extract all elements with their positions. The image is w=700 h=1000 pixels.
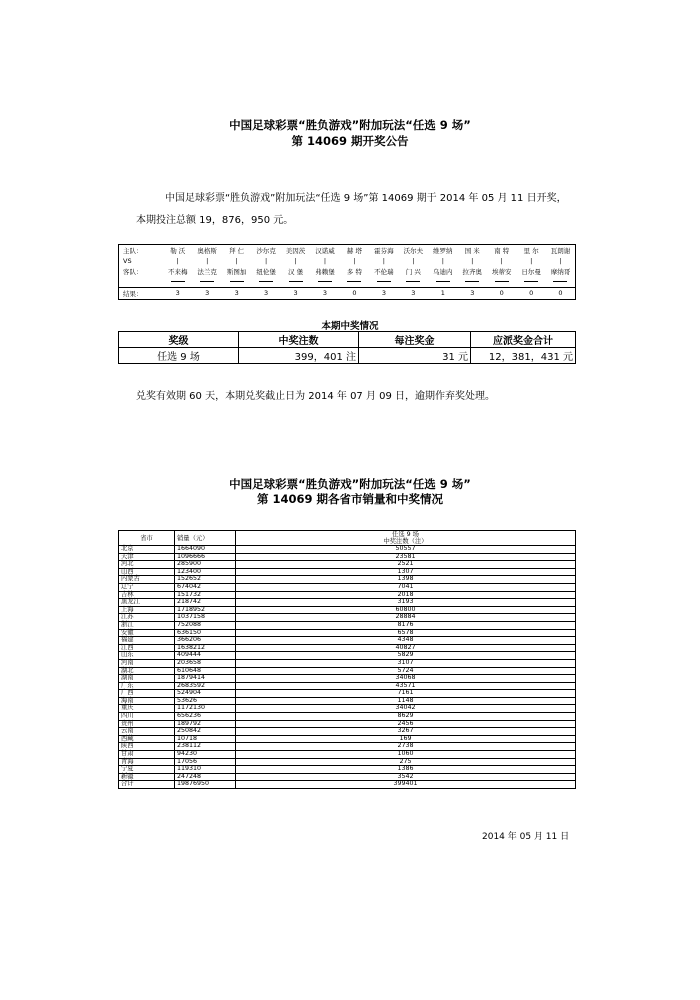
away-team: 摩纳哥 — [546, 266, 576, 277]
province-name: 四川 — [119, 713, 175, 721]
vs-label: VS — [119, 256, 164, 267]
province-name: 福建 — [119, 637, 175, 645]
away-team: 乌迪内 — [433, 267, 453, 276]
province-winners: 23581 — [236, 553, 576, 561]
prize-header-row — [119, 332, 576, 348]
match-result: 3 — [281, 288, 310, 300]
province-sales: 674042 — [175, 583, 236, 591]
separator-line — [230, 281, 244, 282]
prize-total: 12，381，431 元 — [471, 348, 576, 364]
separator — [340, 277, 369, 288]
province-sales: 94230 — [175, 751, 236, 759]
vs-row — [119, 256, 576, 267]
match-result: 1 — [428, 288, 457, 300]
province-winners: 8176 — [236, 621, 576, 629]
province-name: 河北 — [119, 561, 175, 569]
announcement-title: 中国足球彩票“胜负游戏”附加玩法“任选 9 场” — [229, 118, 471, 132]
province-name: 辽宁 — [119, 583, 175, 591]
province-winners: 34042 — [236, 705, 576, 713]
province-sales: 152652 — [175, 576, 236, 584]
province-name: 湖南 — [119, 675, 175, 683]
separator-line — [553, 281, 567, 282]
province-winners: 43571 — [236, 682, 576, 690]
province-name: 陕西 — [119, 743, 175, 751]
province-winners: 2521 — [236, 561, 576, 569]
separator — [163, 277, 192, 288]
province-name: 河南 — [119, 659, 175, 667]
home-team-row — [119, 245, 576, 256]
away-team: 纽伦堡 — [256, 267, 276, 276]
province-sales: 1037158 — [175, 614, 236, 622]
province-winners: 60800 — [236, 606, 576, 614]
province-name: 重庆 — [119, 705, 175, 713]
province-sales: 1664090 — [175, 546, 236, 554]
province-winners: 3542 — [236, 773, 576, 781]
province-row — [119, 621, 576, 629]
vs-bar: | — [264, 256, 268, 265]
vs-marker — [428, 256, 457, 267]
province-winners: 275 — [236, 758, 576, 766]
province-winners: 5829 — [236, 652, 576, 660]
match-result: 0 — [516, 288, 545, 300]
home-team: 瓦朗谢 — [546, 245, 576, 256]
intro-line-1: 中国足球彩票“胜负游戏”附加玩法“任选 9 场”第 14069 期于 2014 年 05 月 11 日开奖， — [165, 193, 567, 204]
vs-bar: | — [559, 256, 562, 265]
result-row — [119, 288, 576, 300]
vs-marker — [516, 256, 545, 267]
vs-bar: | — [323, 256, 327, 265]
away-team: 日尔曼 — [521, 267, 541, 276]
province-sales: 247248 — [175, 773, 236, 781]
match-result: 3 — [369, 288, 398, 300]
prize-row — [119, 348, 576, 364]
province-sales: 19876950 — [175, 781, 236, 789]
header-game: 任选 9 场 — [392, 531, 419, 538]
province-name: 贵州 — [119, 720, 175, 728]
vs-marker — [340, 256, 369, 267]
province-winners: 5724 — [236, 667, 576, 675]
province-sales: 636150 — [175, 629, 236, 637]
province-winners: 3193 — [236, 599, 576, 607]
away-team: 拉齐奥 — [462, 267, 482, 276]
match-result: 3 — [310, 288, 339, 300]
vs-bar: | — [353, 256, 356, 265]
province-winners: 7161 — [236, 690, 576, 698]
separator — [399, 277, 428, 288]
province-name: 西藏 — [119, 735, 175, 743]
province-sales: 2683592 — [175, 682, 236, 690]
province-name: 广东 — [119, 682, 175, 690]
province-winners: 1398 — [236, 576, 576, 584]
province-sales: 119310 — [175, 766, 236, 774]
home-team: 沙尔克 — [251, 245, 280, 256]
prize-table — [118, 331, 576, 364]
province-sales: 409444 — [175, 652, 236, 660]
prize-section-title: 本期中奖情况 — [321, 321, 379, 332]
province-sales: 203658 — [175, 659, 236, 667]
separator-label-cell — [119, 277, 164, 288]
home-team: 沃尔夫 — [399, 245, 428, 256]
away-team: 埃蒂安 — [491, 267, 512, 276]
province-row — [119, 781, 576, 789]
province-sales: 366206 — [175, 637, 236, 645]
prize-header-total: 应派奖金合计 — [471, 332, 576, 348]
province-name: 江西 — [119, 644, 175, 652]
match-result: 0 — [487, 288, 516, 300]
province-row — [119, 583, 576, 591]
province-name: 江苏 — [119, 614, 175, 622]
separator-line — [289, 281, 303, 282]
vs-bar: | — [500, 256, 503, 265]
province-sales: 1096666 — [175, 553, 236, 561]
home-team: 美因茨 — [281, 245, 310, 256]
province-sales: 1638212 — [175, 644, 236, 652]
province-sales: 17056 — [175, 758, 236, 766]
header-province: 省市 — [119, 531, 175, 546]
report-date: 2014 年 05 月 11 日 — [482, 832, 570, 842]
province-name: 宁夏 — [119, 766, 175, 774]
province-winners: 1386 — [236, 766, 576, 774]
province-sales: 1172130 — [175, 705, 236, 713]
separator — [458, 277, 487, 288]
home-team: 里 尔 — [516, 245, 545, 256]
away-team: 多 特 — [346, 267, 362, 276]
province-sales: 123400 — [175, 568, 236, 576]
province-name: 吉林 — [119, 591, 175, 599]
province-winners: 7041 — [236, 583, 576, 591]
header-winners: 中奖注数（注） — [383, 538, 428, 545]
vs-bar: | — [412, 256, 415, 265]
province-name: 海南 — [119, 697, 175, 705]
province-winners: 8629 — [236, 713, 576, 721]
province-name: 青海 — [119, 758, 175, 766]
separator-line — [495, 281, 509, 282]
report-title: 中国足球彩票“胜负游戏”附加玩法“任选 9 场” — [229, 477, 471, 491]
prize-level: 任选 9 场 — [119, 348, 239, 364]
away-team: 门 兴 — [405, 267, 421, 276]
province-name: 安徽 — [119, 629, 175, 637]
province-name: 山西 — [119, 568, 175, 576]
prize-per-bet: 31 元 — [359, 348, 471, 364]
separator-line — [377, 281, 391, 282]
province-row — [119, 546, 576, 554]
separator-row — [119, 277, 576, 288]
separator-line — [171, 281, 185, 282]
separator — [428, 277, 457, 288]
header-sales: 销量（元） — [175, 531, 236, 546]
province-winners: 1307 — [236, 568, 576, 576]
match-result: 3 — [222, 288, 251, 300]
vs-marker — [222, 256, 251, 267]
match-result: 3 — [251, 288, 280, 300]
province-sales: 610648 — [175, 667, 236, 675]
away-team: 不伦瑞 — [374, 267, 394, 276]
away-team: 不来梅 — [167, 267, 188, 276]
vs-bar: | — [530, 256, 533, 265]
report-subtitle: 第 14069 期各省市销量和中奖情况 — [256, 492, 443, 506]
prize-header-count: 中奖注数 — [239, 332, 359, 348]
vs-bar: | — [382, 256, 385, 265]
province-winners: 34068 — [236, 675, 576, 683]
province-winners: 28884 — [236, 614, 576, 622]
vs-marker — [458, 256, 487, 267]
away-team: 弗赖堡 — [315, 267, 335, 276]
province-sales: 151732 — [175, 591, 236, 599]
separator — [369, 277, 398, 288]
province-winners: 50557 — [236, 546, 576, 554]
province-name: 云南 — [119, 728, 175, 736]
province-winners: 3107 — [236, 659, 576, 667]
province-name: 天津 — [119, 553, 175, 561]
province-sales: 189792 — [175, 720, 236, 728]
announcement-subtitle: 第 14069 期开奖公告 — [291, 134, 409, 148]
province-winners: 40827 — [236, 644, 576, 652]
province-sales: 238112 — [175, 743, 236, 751]
province-name: 湖北 — [119, 667, 175, 675]
separator-line — [465, 281, 479, 282]
province-winners: 399401 — [236, 781, 576, 789]
vs-bar: | — [235, 256, 238, 265]
separator-line — [406, 281, 420, 282]
province-winners: 2018 — [236, 591, 576, 599]
province-name: 上海 — [119, 606, 175, 614]
match-result: 3 — [192, 288, 221, 300]
province-winners: 2738 — [236, 743, 576, 751]
province-name: 新疆 — [119, 773, 175, 781]
province-sales: 285900 — [175, 561, 236, 569]
province-row — [119, 751, 576, 759]
match-table — [118, 244, 576, 300]
province-header-row — [119, 531, 576, 546]
separator — [192, 277, 221, 288]
province-name: 广西 — [119, 690, 175, 698]
result-label: 结果： — [119, 288, 164, 300]
province-name: 内蒙古 — [119, 576, 175, 584]
vs-marker — [546, 256, 576, 267]
province-sales: 10718 — [175, 735, 236, 743]
province-winners: 1060 — [236, 751, 576, 759]
province-name: 浙江 — [119, 621, 175, 629]
province-name: 黑龙江 — [119, 599, 175, 607]
redemption-notice: 兑奖有效期 60 天，本期兑奖截止日为 2014 年 07 月 09 日，逾期作弃奖处理。 — [136, 391, 496, 402]
province-name: 合计 — [119, 781, 175, 789]
intro-line-2: 本期投注总额 19，876，950 元。 — [136, 215, 294, 226]
province-sales-table — [118, 530, 576, 789]
away-team: 法兰克 — [197, 267, 217, 276]
separator-line — [347, 281, 361, 282]
province-sales: 656236 — [175, 713, 236, 721]
separator — [546, 277, 576, 288]
prize-header-per-bet: 每注奖金 — [359, 332, 471, 348]
home-team: 霍芬海 — [369, 245, 398, 256]
separator — [516, 277, 545, 288]
province-winners: 3267 — [236, 728, 576, 736]
away-label: 客队： — [119, 266, 164, 277]
separator-line — [524, 281, 538, 282]
province-name: 北京 — [119, 546, 175, 554]
vs-marker — [281, 256, 310, 267]
away-team: 汉 堡 — [288, 267, 304, 276]
home-team: 拜 仁 — [222, 245, 251, 256]
vs-bar: | — [441, 256, 444, 265]
vs-bar: | — [294, 256, 297, 265]
home-team: 赫 塔 — [340, 245, 369, 256]
province-sales: 218742 — [175, 599, 236, 607]
home-team: 奥格斯 — [192, 245, 221, 256]
province-winners: 4348 — [236, 637, 576, 645]
vs-marker — [192, 256, 221, 267]
home-label: 主队： — [119, 245, 164, 256]
province-sales: 752088 — [175, 621, 236, 629]
vs-marker — [369, 256, 398, 267]
province-sales: 1879414 — [175, 675, 236, 683]
prize-header-level: 奖级 — [119, 332, 239, 348]
province-name: 山东 — [119, 652, 175, 660]
separator-line — [200, 281, 214, 282]
separator-line — [259, 281, 273, 282]
separator-line — [318, 281, 332, 282]
province-sales: 524904 — [175, 690, 236, 698]
match-result: 0 — [340, 288, 369, 300]
province-sales: 1718952 — [175, 606, 236, 614]
match-result: 3 — [399, 288, 428, 300]
match-result: 3 — [458, 288, 487, 300]
home-team: 南 特 — [487, 245, 516, 256]
separator — [310, 277, 339, 288]
vs-bar: | — [176, 256, 179, 265]
vs-marker — [163, 256, 192, 267]
province-winners: 2456 — [236, 720, 576, 728]
home-team: 勒 沃 — [163, 245, 192, 256]
province-row — [119, 659, 576, 667]
province-sales: 53626 — [175, 697, 236, 705]
province-winners: 6578 — [236, 629, 576, 637]
separator — [222, 277, 251, 288]
match-result: 0 — [546, 288, 576, 300]
vs-marker — [310, 256, 339, 267]
province-name: 甘肃 — [119, 751, 175, 759]
vs-marker — [399, 256, 428, 267]
vs-bar: | — [471, 256, 474, 265]
vs-marker — [251, 256, 280, 267]
province-sales: 250842 — [175, 728, 236, 736]
prize-count: 399，401 注 — [239, 348, 359, 364]
match-result: 3 — [163, 288, 192, 300]
home-team: 汉诺威 — [310, 245, 339, 256]
home-team: 维罗纳 — [428, 245, 457, 256]
separator — [281, 277, 310, 288]
separator — [251, 277, 280, 288]
province-winners: 1148 — [236, 697, 576, 705]
separator — [487, 277, 516, 288]
separator-line — [436, 281, 450, 282]
vs-marker — [487, 256, 516, 267]
away-team-row — [119, 266, 576, 277]
header-game-winners — [236, 531, 576, 546]
vs-bar: | — [206, 256, 209, 265]
home-team: 国 米 — [458, 245, 487, 256]
away-team: 斯图加 — [226, 267, 247, 276]
province-winners: 169 — [236, 735, 576, 743]
